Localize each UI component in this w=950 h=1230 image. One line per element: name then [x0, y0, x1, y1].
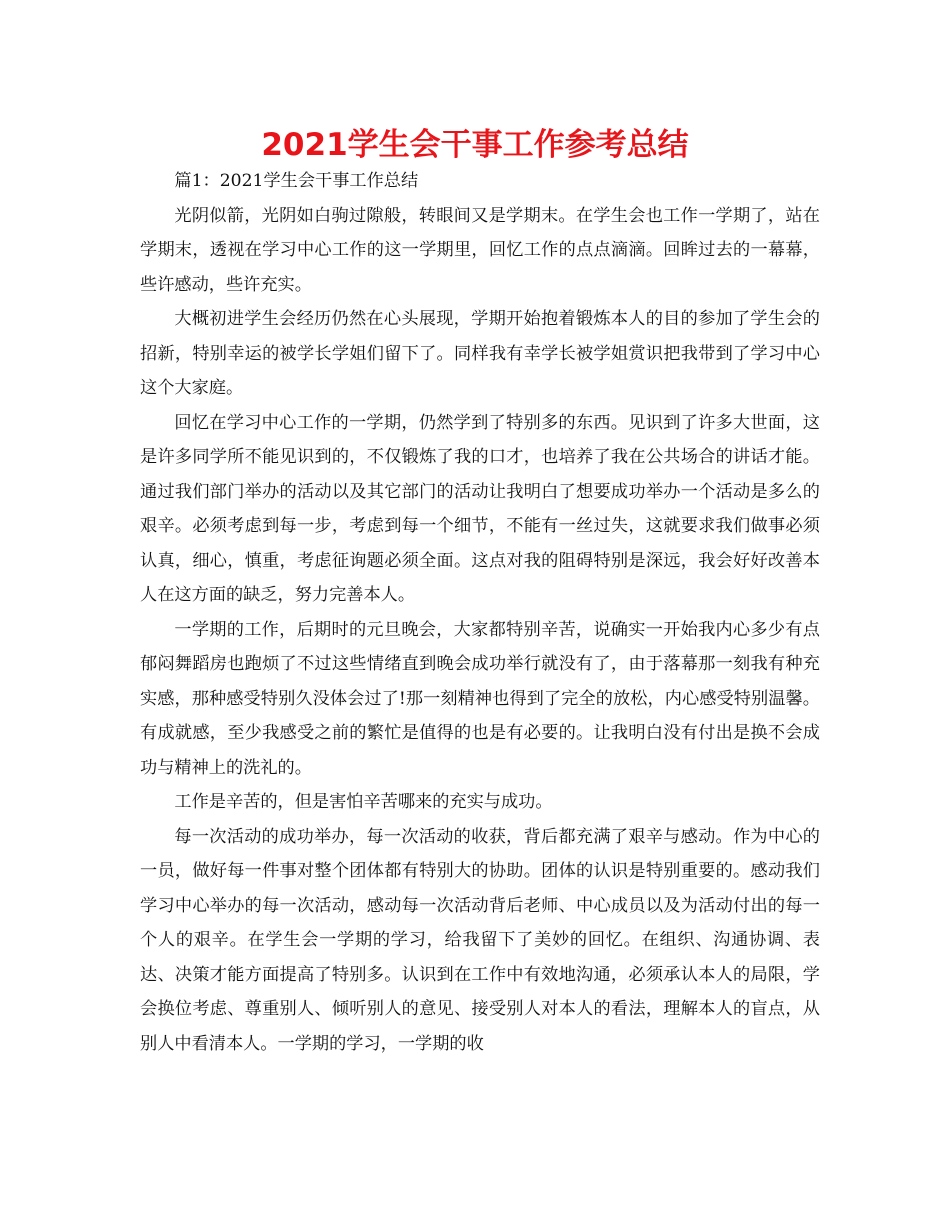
section-heading: 篇1：2021学生会干事工作总结 — [174, 171, 419, 191]
paragraph: 工作是辛苦的，但是害怕辛苦哪来的充实与成功。 — [174, 792, 553, 812]
document-body — [140, 164, 820, 1061]
paragraph: 一学期的工作，后期时的元旦晚会，大家都特别辛苦，说确实一开始我内心多少有点郁闷舞蹈房也跑烦了不过这些情绪直到晚会成功举行就没有了，由于落幕那一刻我有种充实感，那种感受特别久没体会过了!那一刻精神也得到了完全的放松，内心感受特别温馨。有成就感，至少我感受之前的繁忙是值得的也是有必要的。让我明白没有付出是换不会成功与精神上的洗礼的。 — [140, 619, 820, 778]
document-title: 2021学生会干事工作参考总结 — [261, 127, 689, 163]
paragraph: 光阴似箭，光阴如白驹过隙般，转眼间又是学期末。在学生会也工作一学期了，站在学期末，透视在学习中心工作的这一学期里，回忆工作的点点滴滴。回眸过去的一幕幕，些许感动，些许充实。 — [140, 205, 820, 295]
paragraph: 回忆在学习中心工作的一学期，仍然学到了特别多的东西。见识到了许多大世面，这是许多同学所不能见识到的，不仅锻炼了我的口才，也培养了我在公共场合的讲话才能。通过我们部门举办的活动以及其它部门的活动让我明白了想要成功举办一个活动是多么的艰辛。必须考虑到每一步，考虑到每一个细节，不能有一丝过失，这就要求我们做事必须认真，细心，慎重，考虑征询题必须全面。这点对我的阻碍特别是深远，我会好好改善本人在这方面的缺乏，努力完善本人。 — [140, 412, 820, 605]
paragraph: 大概初进学生会经历仍然在心头展现，学期开始抱着锻炼本人的目的参加了学生会的招新，特别幸运的被学长学姐们留下了。同样我有幸学长被学姐赏识把我带到了学习中心这个大家庭。 — [140, 309, 820, 398]
paragraph: 每一次活动的成功举办，每一次活动的收获，背后都充满了艰辛与感动。作为中心的一员，做好每一件事对整个团体都有特别大的协助。团体的认识是特别重要的。感动我们学习中心举办的每一次活动，感动每一次活动背后老师、中心成员以及为活动付出的每一个人的艰辛。在学生会一学期的学习，给我留下了美妙的回忆。在组织、沟通协调、表达、决策才能方面提高了特别多。认识到在工作中有效地沟通，必须承认本人的局限，学会换位考虑、尊重别人、倾听别人的意见、接受别人对本人的看法，理解本人的盲点，从别人中看清本人。一学期的学习，一学期的收 — [140, 826, 820, 1054]
